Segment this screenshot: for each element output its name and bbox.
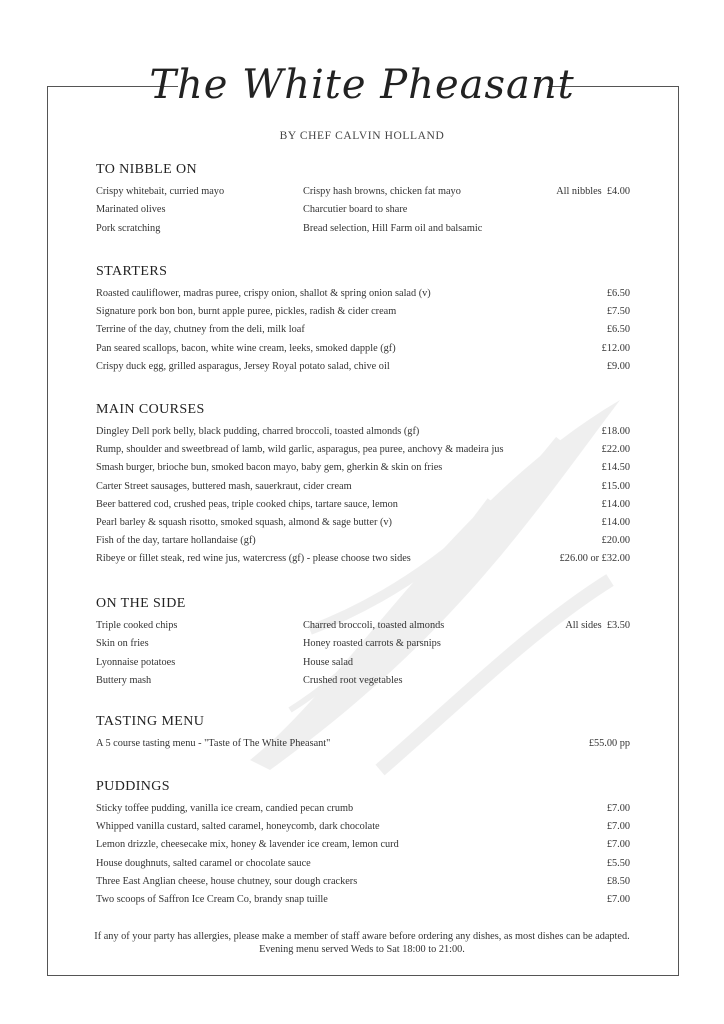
section-heading: ON THE SIDE [96,596,186,611]
side-item: Honey roasted carrots & parsnips [303,638,441,650]
menu-item [96,444,630,462]
section-heading: STARTERS [96,264,168,279]
menu-item [96,324,630,342]
item-price: £5.50 [606,857,630,869]
section-tasting [96,714,630,756]
menu-item [96,876,630,894]
menu-item [96,894,630,912]
chef-subtitle: BY CHEF CALVIN HOLLAND [279,130,445,142]
nibble-item: Bread selection, Hill Farm oil and balsamic [303,222,483,234]
nibble-item: Crispy whitebait, curried mayo [96,186,225,197]
nibble-item: Charcutier board to share [303,204,408,216]
side-row [96,638,630,656]
item-name: Pearl barley & squash risotto, smoked squash, almond & sage butter (v) [96,516,392,528]
side-item: Crushed root vegetables [303,674,403,686]
restaurant-title: The White Pheasant [149,62,575,108]
item-name: A 5 course tasting menu - "Taste of The White Pheasant" [96,738,331,749]
menu-item [96,343,630,361]
item-price: £20.00 [601,535,630,547]
nibble-row [96,186,630,204]
item-price: £26.00 or £32.00 [559,553,630,565]
item-name: Carter Street sausages, buttered mash, sauerkraut, cider cream [96,480,352,492]
item-name: Beer battered cod, crushed peas, triple cooked chips, tartare sauce, lemon [96,498,398,510]
item-name: Lemon drizzle, cheesecake mix, honey & lavender ice cream, lemon curd [96,839,399,851]
opening-hours: Evening menu served Weds to Sat 18:00 to 21:00. [259,943,465,955]
menu-item [96,481,630,499]
item-name: Smash burger, brioche bun, smoked bacon mayo, baby gem, gherkin & skin on fries [96,462,443,474]
side-item: Buttery mash [96,674,152,686]
menu-item [96,553,630,571]
side-item: Triple cooked chips [96,620,178,631]
side-item: Skin on fries [96,638,149,650]
side-row [96,657,630,675]
item-name: Rump, shoulder and sweetbread of lamb, wild garlic, asparagus, pea puree, anchovy & madeira jus [96,444,504,456]
sides-price: All sides £3.50 [565,620,630,631]
section-sides [96,596,630,693]
item-name: Ribeye or fillet steak, red wine jus, watercress (gf) - please choose two sides [96,553,411,565]
item-price: £22.00 [601,444,630,456]
menu-item [96,462,630,480]
item-name: Three East Anglian cheese, house chutney, sour dough crackers [96,875,358,887]
item-price: £14.00 [601,516,630,528]
item-price: £12.00 [601,342,630,354]
section-puddings [96,779,630,912]
menu-item [96,426,630,444]
menu-item [96,306,630,324]
menu-item [96,361,630,379]
item-price: £7.00 [606,821,630,833]
item-name: Two scoops of Saffron Ice Cream Co, brandy snap tuille [96,893,328,905]
section-nibbles [96,162,630,241]
side-item: Charred broccoli, toasted almonds [303,620,445,631]
menu-item [96,803,630,821]
side-row [96,620,630,638]
item-name: Crispy duck egg, grilled asparagus, Jersey Royal potato salad, chive oil [96,360,390,372]
section-heading: PUDDINGS [96,779,170,794]
nibble-row [96,223,630,241]
item-name: Dingley Dell pork belly, black pudding, charred broccoli, toasted almonds (gf) [96,426,420,437]
item-price: £14.50 [601,462,630,474]
nibble-item: Crispy hash browns, chicken fat mayo [303,186,461,197]
item-name: Pan seared scallops, bacon, white wine cream, leeks, smoked dapple (gf) [96,342,396,354]
section-mains [96,402,630,572]
item-price: £7.00 [606,839,630,851]
item-price: £7.00 [606,803,630,814]
side-item: House salad [303,656,354,668]
item-price: £7.00 [606,893,630,905]
footer-notes [60,931,664,956]
nibbles-price: All nibbles £4.00 [556,186,630,197]
item-price: £18.00 [601,426,630,437]
menu-item [96,738,630,756]
item-price: £6.50 [606,288,630,299]
item-price: £7.50 [606,306,630,318]
item-name: House doughnuts, salted caramel or chocolate sauce [96,857,311,869]
section-heading: MAIN COURSES [96,402,205,417]
section-starters [96,264,630,379]
menu-item [96,858,630,876]
menu-item [96,839,630,857]
menu-item [96,499,630,517]
nibble-row [96,204,630,222]
menu-item [96,535,630,553]
allergy-note: If any of your party has allergies, please make a member of staff aware before ordering any dishes, as most dishes can be adapted. [94,931,630,942]
item-name: Signature pork bon bon, burnt apple puree, pickles, radish & cider cream [96,306,397,318]
section-heading: TASTING MENU [96,714,205,729]
menu-item [96,517,630,535]
item-price: £14.00 [601,498,630,510]
item-price: £15.00 [601,480,630,492]
item-price: £55.00 pp [588,738,630,749]
item-name: Sticky toffee pudding, vanilla ice cream, candied pecan crumb [96,803,354,814]
item-price: £8.50 [606,875,630,887]
item-name: Fish of the day, tartare hollandaise (gf) [96,535,256,547]
side-item: Lyonnaise potatoes [96,656,176,668]
menu-item [96,288,630,306]
menu-item [96,821,630,839]
nibble-item: Marinated olives [96,204,166,216]
section-heading: TO NIBBLE ON [96,162,197,177]
side-row [96,675,630,693]
item-price: £9.00 [606,360,630,372]
nibble-item: Pork scratching [96,222,161,234]
item-name: Roasted cauliflower, madras puree, crispy onion, shallot & spring onion salad (v) [96,288,431,299]
item-price: £6.50 [606,324,630,336]
item-name: Whipped vanilla custard, salted caramel, honeycomb, dark chocolate [96,821,380,833]
item-name: Terrine of the day, chutney from the deli, milk loaf [96,324,305,336]
